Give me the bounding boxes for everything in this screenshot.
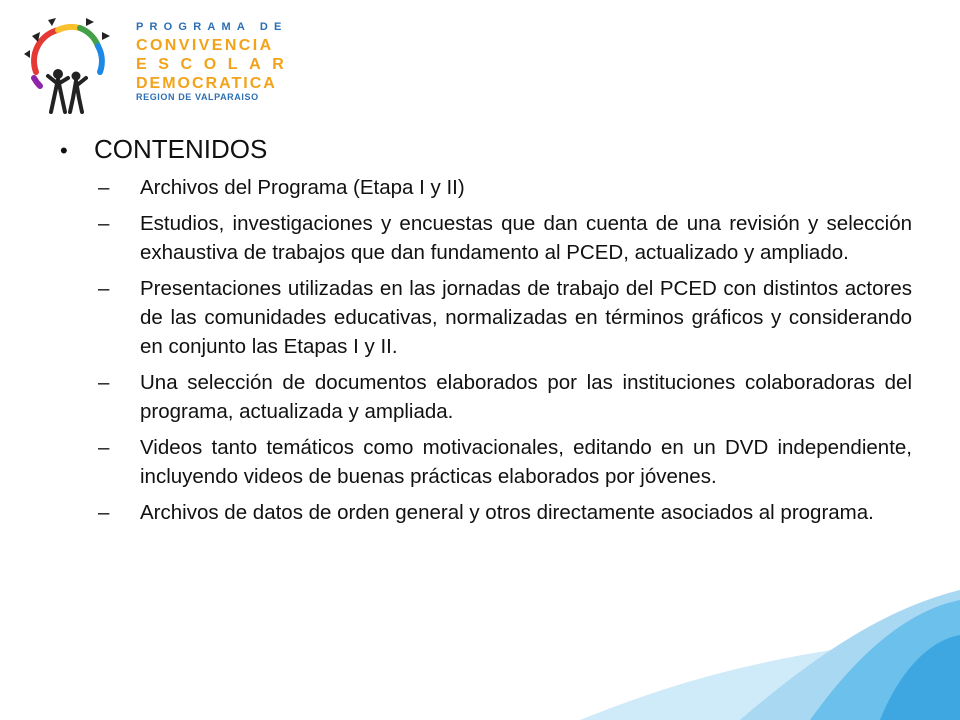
list-item-text: Archivos de datos de orden general y otros directamente asociados al programa. <box>140 501 874 524</box>
logo-line-2: CONVIVENCIA <box>136 37 274 54</box>
contents-list <box>60 173 912 527</box>
dash-icon: – <box>98 277 110 300</box>
bullet-icon: • <box>60 138 68 163</box>
list-item <box>60 209 912 267</box>
dash-icon: – <box>98 176 110 199</box>
list-item <box>60 433 912 491</box>
decorative-corner-waves <box>580 540 960 720</box>
logo-line-3: ESCOLAR <box>136 56 296 73</box>
dash-icon: – <box>98 212 110 235</box>
logo-line-5: REGION DE VALPARAISO <box>136 92 259 102</box>
section-heading <box>60 134 912 165</box>
list-item-text: Videos tanto temáticos como motivacionales, editando en un DVD independiente, incluyendo videos de buenas prácticas elaborados por jóvenes. <box>140 436 912 488</box>
heading-text: CONTENIDOS <box>94 134 268 164</box>
list-item-text: Archivos del Programa (Etapa I y II) <box>140 176 465 199</box>
program-logo <box>18 14 296 114</box>
list-item <box>60 173 912 202</box>
dash-icon: – <box>98 501 110 524</box>
logo-text <box>136 22 295 102</box>
list-item-text: Presentaciones utilizadas en las jornadas de trabajo del PCED con distintos actores de las comunidades educativas, normalizadas en términos gráficos y considerando en conjunto las Etapas I y II. <box>140 277 912 358</box>
slide-content <box>60 134 912 534</box>
list-item-text: Una selección de documentos elaborados por las instituciones colaboradoras del programa, actualizada y ampliada. <box>140 371 912 423</box>
list-item-text: Estudios, investigaciones y encuestas que dan cuenta de una revisión y selección exhaustiva de trabajos que dan fundamento al PCED, actualizado y ampliado. <box>140 212 912 264</box>
list-item <box>60 368 912 426</box>
logo-line-4: DEMOCRATICA <box>136 75 277 92</box>
dash-icon: – <box>98 371 110 394</box>
logo-emblem-icon <box>18 14 118 114</box>
list-item <box>60 498 912 527</box>
dash-icon: – <box>98 436 110 459</box>
logo-line-1: PROGRAMA DE <box>136 21 288 33</box>
list-item <box>60 274 912 361</box>
